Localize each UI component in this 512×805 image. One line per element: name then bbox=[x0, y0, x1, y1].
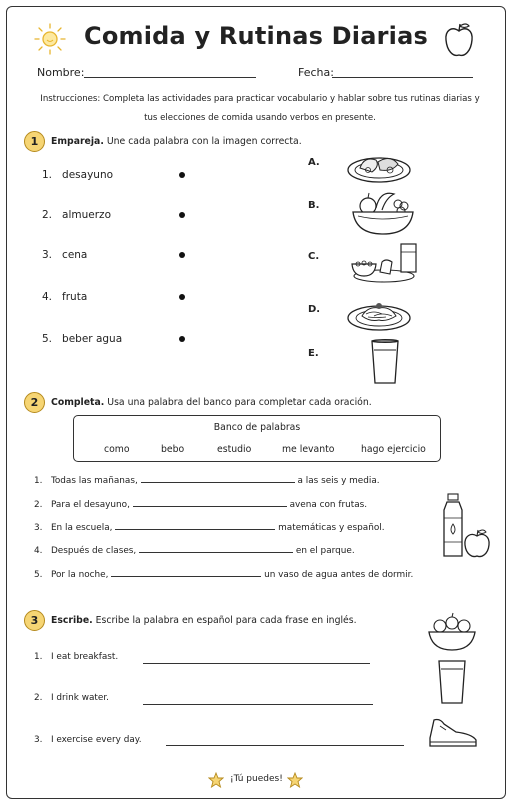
answer-blank[interactable] bbox=[133, 506, 287, 507]
bank-word: hago ejercicio bbox=[361, 444, 426, 455]
sentence bbox=[34, 476, 380, 486]
match-dot[interactable] bbox=[179, 172, 185, 178]
answer-blank[interactable] bbox=[111, 576, 261, 577]
list-item bbox=[34, 693, 109, 703]
bank-word: como bbox=[104, 444, 130, 455]
section-heading bbox=[51, 397, 372, 408]
answer-blank[interactable] bbox=[139, 552, 293, 553]
item-word: beber agua bbox=[62, 333, 123, 345]
option-letter: A. bbox=[308, 157, 320, 168]
sentence-after: matemáticas y español. bbox=[278, 523, 385, 533]
section-number: 2 bbox=[24, 392, 45, 413]
sentence bbox=[34, 523, 385, 533]
list-item bbox=[42, 169, 113, 181]
name-field[interactable] bbox=[84, 77, 256, 78]
english-phrase: I drink water. bbox=[50, 693, 110, 703]
item-number: 2. bbox=[42, 209, 53, 221]
answer-blank[interactable] bbox=[115, 529, 275, 530]
item-number: 1. bbox=[42, 169, 53, 181]
section-heading bbox=[51, 136, 302, 147]
sentence-after: a las seis y media. bbox=[297, 476, 380, 486]
option-letter: D. bbox=[308, 304, 321, 315]
item-word: desayuno bbox=[62, 169, 114, 181]
sentence-after: avena con frutas. bbox=[289, 500, 368, 510]
option-letter: E. bbox=[308, 348, 319, 359]
star-icon bbox=[208, 772, 224, 788]
section-number: 3 bbox=[24, 610, 45, 631]
sentence-number: 3. bbox=[34, 523, 43, 533]
plate-meal-icon bbox=[346, 148, 412, 184]
sentence-number: 1. bbox=[34, 476, 43, 486]
sentence bbox=[34, 500, 367, 510]
star-icon bbox=[287, 772, 303, 788]
section-number: 1 bbox=[24, 131, 45, 152]
sentence bbox=[34, 546, 355, 556]
water-glass-icon bbox=[436, 658, 468, 706]
option-letter: B. bbox=[308, 200, 320, 211]
cereal-toast-juice-icon bbox=[346, 240, 420, 284]
section-heading-text: Une cada palabra con la imagen correcta. bbox=[106, 136, 302, 147]
list-item bbox=[42, 333, 122, 345]
section-heading bbox=[51, 615, 357, 626]
sentence-after: en el parque. bbox=[295, 546, 355, 556]
match-dot[interactable] bbox=[179, 294, 185, 300]
sentence-after: un vaso de agua antes de dormir. bbox=[264, 570, 414, 580]
item-number: 5. bbox=[42, 333, 53, 345]
page-title: Comida y Rutinas Diarias bbox=[84, 22, 428, 50]
item-word: fruta bbox=[62, 291, 88, 303]
sentence-before: En la escuela, bbox=[50, 523, 113, 533]
instructions-line: Instrucciones: Completa las actividades para practicar vocabulario y hablar sobre tus rutinas diarias y bbox=[40, 94, 480, 104]
match-dot[interactable] bbox=[179, 336, 185, 342]
english-phrase: I exercise every day. bbox=[50, 735, 142, 745]
list-item bbox=[34, 735, 142, 745]
answer-line[interactable] bbox=[166, 745, 404, 746]
item-word: almuerzo bbox=[62, 209, 111, 221]
section-heading-bold: Empareja. bbox=[51, 136, 104, 147]
item-number: 3. bbox=[42, 249, 53, 261]
answer-line[interactable] bbox=[143, 704, 373, 705]
english-phrase: I eat breakfast. bbox=[50, 652, 119, 662]
match-dot[interactable] bbox=[179, 252, 185, 258]
bank-word: estudio bbox=[217, 444, 252, 455]
answer-line[interactable] bbox=[143, 663, 370, 664]
item-number: 2. bbox=[34, 693, 43, 703]
date-field[interactable] bbox=[332, 77, 473, 78]
footer-text: ¡Tú puedes! bbox=[230, 774, 283, 784]
option-letter: C. bbox=[308, 251, 320, 262]
item-number: 4. bbox=[42, 291, 53, 303]
sentence-before: Para el desayuno, bbox=[50, 500, 130, 510]
sentence bbox=[34, 570, 413, 580]
sentence-number: 5. bbox=[34, 570, 43, 580]
list-item bbox=[42, 249, 87, 261]
water-glass-icon bbox=[368, 338, 402, 386]
name-label: Nombre: bbox=[37, 66, 85, 79]
word-bank bbox=[73, 415, 441, 462]
bank-word: bebo bbox=[161, 444, 185, 455]
section-heading-text: Escribe la palabra en español para cada frase en inglés. bbox=[95, 615, 357, 626]
item-number: 3. bbox=[34, 735, 43, 745]
sentence-before: Todas las mañanas, bbox=[50, 476, 138, 486]
apple-icon bbox=[442, 20, 476, 60]
list-item bbox=[42, 209, 111, 221]
sentence-before: Por la noche, bbox=[50, 570, 109, 580]
word-bank-title: Banco de palabras bbox=[213, 422, 301, 433]
fruit-bowl-icon bbox=[426, 612, 478, 652]
instructions-line: tus elecciones de comida usando verbos en presente. bbox=[144, 113, 376, 123]
bank-word: me levanto bbox=[282, 444, 335, 455]
list-item bbox=[42, 291, 87, 303]
section-heading-bold: Escribe. bbox=[51, 615, 93, 626]
spaghetti-plate-icon bbox=[346, 296, 412, 334]
sentence-number: 2. bbox=[34, 500, 43, 510]
date-label: Fecha: bbox=[298, 66, 334, 79]
list-item bbox=[34, 652, 118, 662]
answer-blank[interactable] bbox=[141, 482, 295, 483]
item-number: 1. bbox=[34, 652, 43, 662]
fruit-bowl-icon bbox=[350, 186, 416, 238]
water-bottle-apple-icon bbox=[440, 492, 492, 560]
item-word: cena bbox=[62, 249, 88, 261]
sneaker-icon bbox=[426, 712, 480, 752]
section-heading-text: Usa una palabra del banco para completar cada oración. bbox=[107, 397, 372, 408]
sentence-before: Después de clases, bbox=[50, 546, 137, 556]
match-dot[interactable] bbox=[179, 212, 185, 218]
sentence-number: 4. bbox=[34, 546, 43, 556]
instructions bbox=[30, 90, 490, 128]
section-heading-bold: Completa. bbox=[51, 397, 105, 408]
